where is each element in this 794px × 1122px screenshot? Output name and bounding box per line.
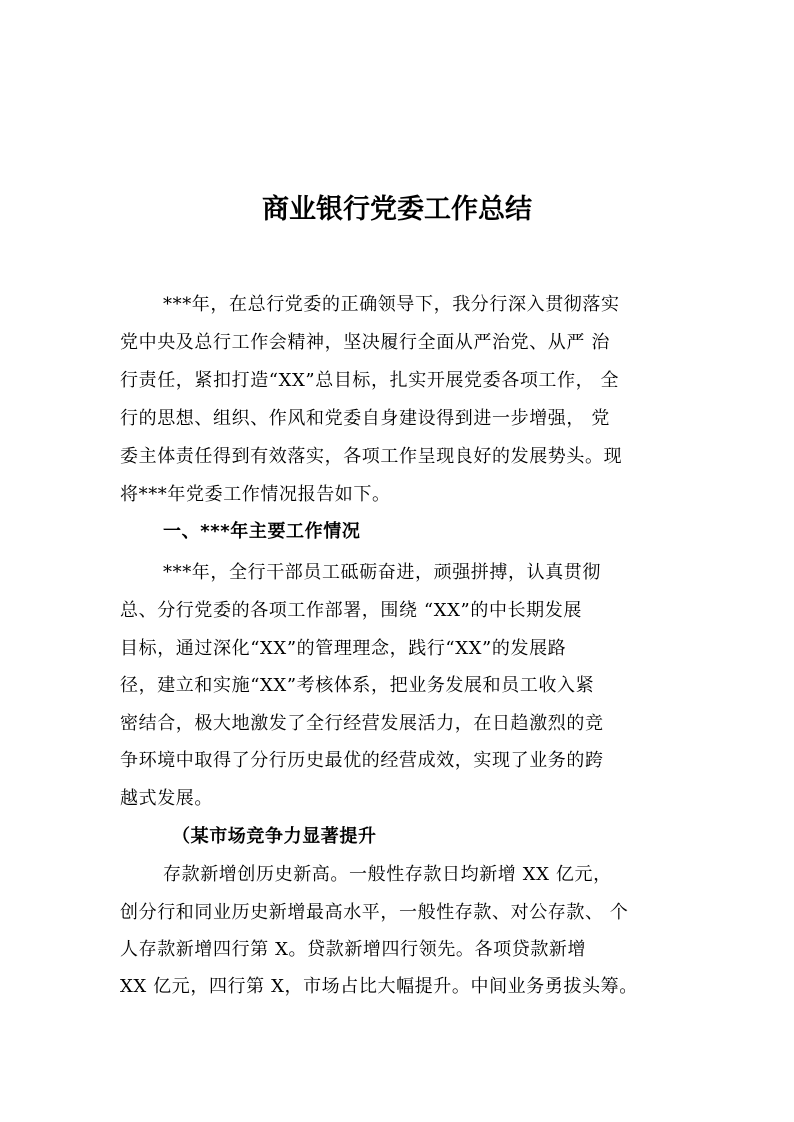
section-line-1: ***年，全行干部员工砥砺奋进，顽强拼搏，认真贯彻 — [163, 562, 601, 583]
section-heading: 一、***年主要工作情况 — [163, 521, 361, 542]
intro-line-5: 委主体责任得到有效落实，各项工作呈现良好的发展势头。现 — [120, 446, 623, 467]
subsection-line-3: 人存款新增四行第 X。贷款新增四行领先。各项贷款新增 — [120, 939, 587, 960]
document-title: 商业银行党委工作总结 — [262, 194, 532, 225]
section-line-5: 密结合，极大地激发了全行经营发展活力，在日趋激烈的竞 — [120, 713, 604, 734]
subsection-line-4: XX 亿元，四行第 X，市场占比大幅提升。中间业务勇拔头筹。 — [120, 976, 638, 997]
intro-line-1: ***年，在总行党委的正确领导下，我分行深入贯彻落实 — [163, 294, 620, 315]
intro-line-3: 行责任，紧扣打造“XX”总目标，扎实开展党委各项工作， 全 — [120, 370, 620, 391]
section-line-7: 越式发展。 — [120, 788, 213, 809]
subsection-line-1: 存款新增创历史新高。一般性存款日均新增 XX 亿元， — [163, 864, 612, 885]
subsection-heading: （某市场竞争力显著提升 — [172, 826, 377, 847]
intro-line-6: 将***年党委工作情况报告如下。 — [120, 484, 391, 505]
section-line-6: 争环境中取得了分行历史最优的经营成效，实现了业务的跨 — [120, 750, 604, 771]
section-line-4: 径，建立和实施“XX”考核体系，把业务发展和员工收入紧 — [120, 675, 595, 696]
section-line-3: 目标，通过深化“XX”的管理理念，践行“XX”的发展路 — [120, 638, 567, 659]
intro-line-4: 行的思想、组织、作风和党委自身建设得到进一步增强， 党 — [120, 408, 610, 429]
subsection-line-2: 创分行和同业历史新增最高水平，一般性存款、对公存款、 个 — [120, 902, 629, 923]
intro-line-2: 党中央及总行工作会精神，坚决履行全面从严治党、从严 治 — [120, 332, 610, 353]
section-line-2: 总、分行党委的各项工作部署，围绕 “XX”的中长期发展 — [120, 600, 582, 621]
